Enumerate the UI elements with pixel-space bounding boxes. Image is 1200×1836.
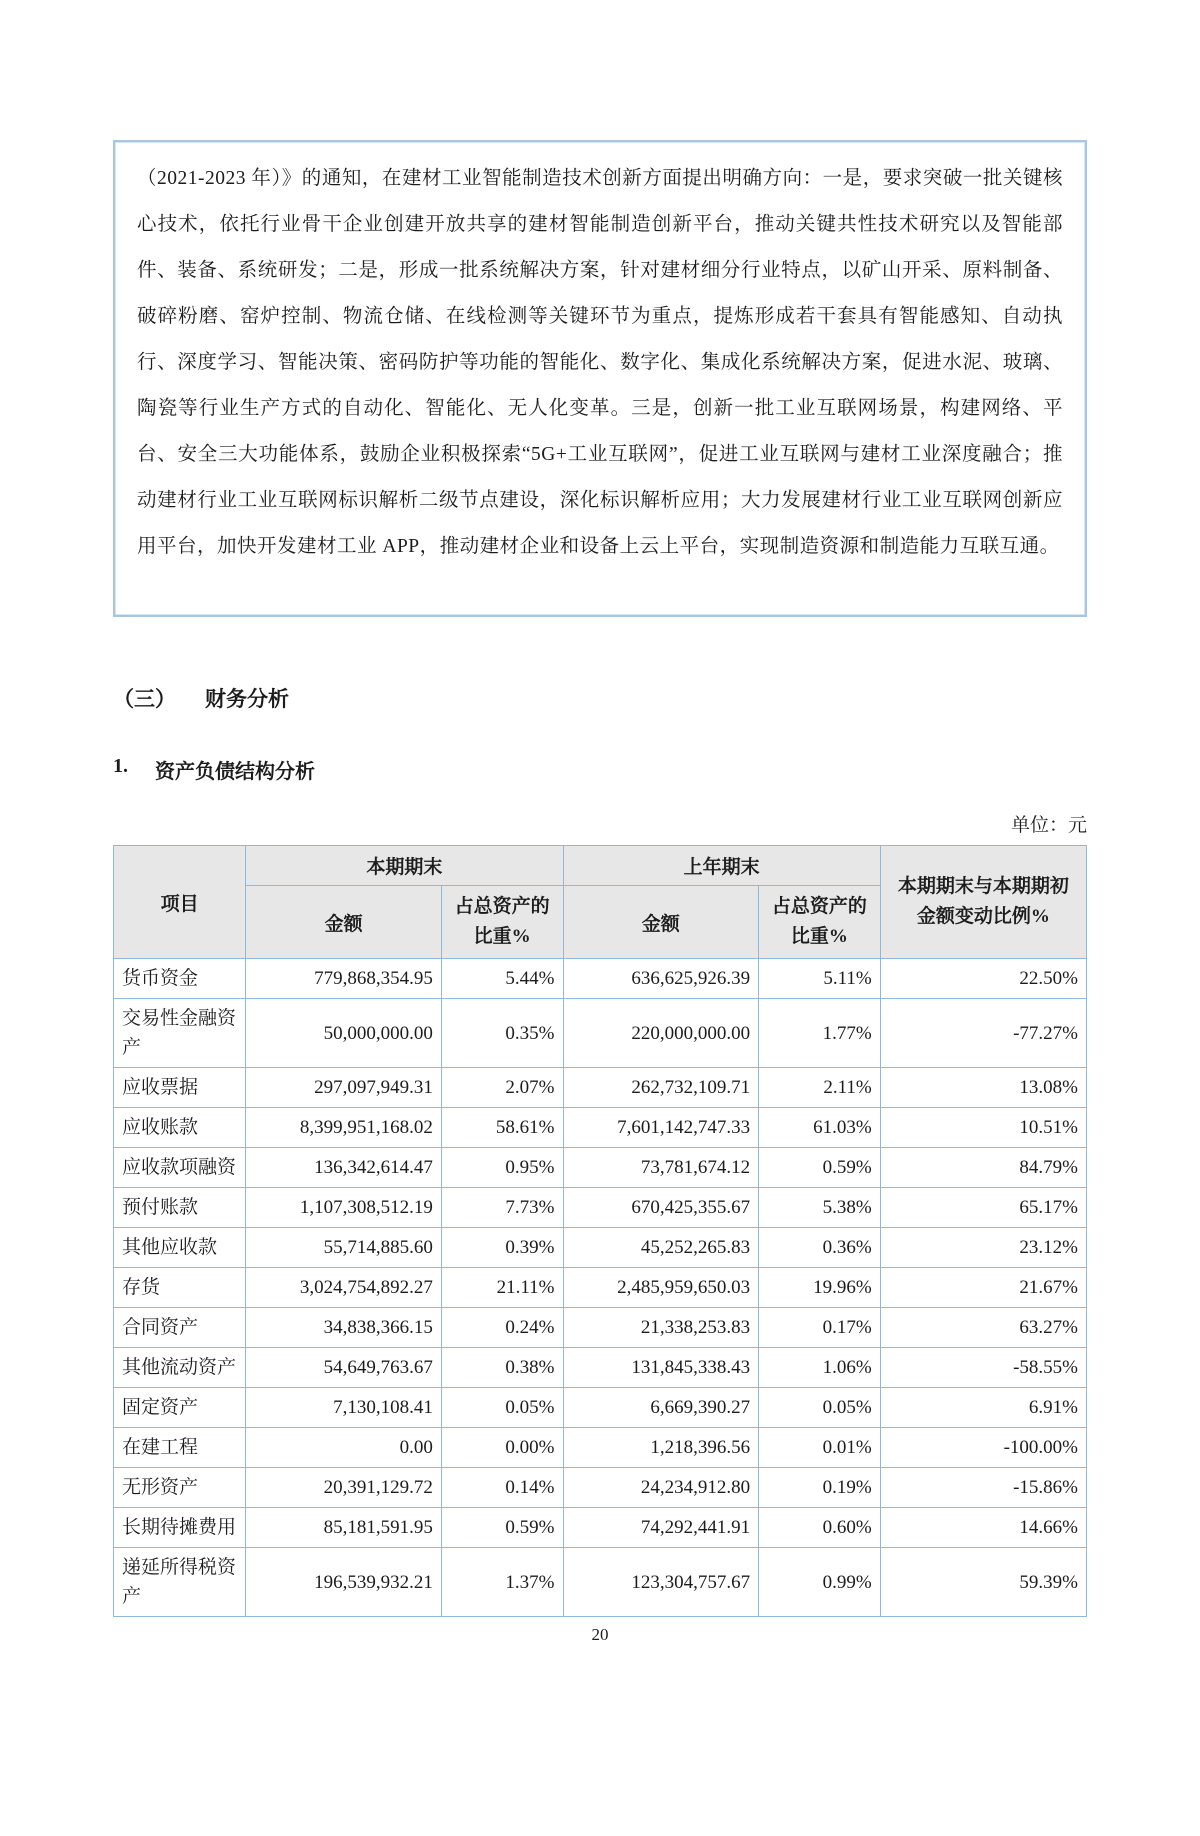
cell-amount-current: 136,342,614.47 — [246, 1148, 442, 1188]
cell-ratio-prior: 0.17% — [759, 1308, 881, 1348]
section-number: （三） — [113, 687, 176, 711]
cell-ratio-current: 0.59% — [441, 1508, 563, 1548]
cell-item: 递延所得税资产 — [114, 1548, 246, 1617]
cell-amount-prior: 45,252,265.83 — [563, 1228, 759, 1268]
col-header-ratio-prior: 占总资产的比重% — [759, 886, 881, 959]
subsection-number: 1. — [113, 755, 128, 777]
cell-change-ratio: -15.86% — [880, 1468, 1086, 1508]
cell-change-ratio: 21.67% — [880, 1268, 1086, 1308]
cell-amount-current: 0.00 — [246, 1428, 442, 1468]
col-header-item: 项目 — [114, 846, 246, 959]
cell-amount-current: 1,107,308,512.19 — [246, 1188, 442, 1228]
cell-ratio-current: 0.95% — [441, 1148, 563, 1188]
cell-item: 应收账款 — [114, 1108, 246, 1148]
cell-amount-prior: 6,669,390.27 — [563, 1388, 759, 1428]
col-header-amount-current: 金额 — [246, 886, 442, 959]
cell-change-ratio: 22.50% — [880, 959, 1086, 999]
page-number: 20 — [591, 1625, 609, 1644]
col-header-change-ratio: 本期期末与本期期初金额变动比例% — [880, 846, 1086, 959]
cell-item: 应收票据 — [114, 1068, 246, 1108]
table-row — [114, 999, 1087, 1068]
cell-amount-prior: 21,338,253.83 — [563, 1308, 759, 1348]
cell-amount-prior: 262,732,109.71 — [563, 1068, 759, 1108]
cell-item: 无形资产 — [114, 1468, 246, 1508]
cell-amount-prior: 1,218,396.56 — [563, 1428, 759, 1468]
cell-amount-current: 55,714,885.60 — [246, 1228, 442, 1268]
section-heading-finance-analysis — [113, 683, 1087, 713]
table-row — [114, 1068, 1087, 1108]
cell-amount-current: 7,130,108.41 — [246, 1388, 442, 1428]
cell-item: 长期待摊费用 — [114, 1508, 246, 1548]
cell-item: 货币资金 — [114, 959, 246, 999]
asset-table-body — [114, 959, 1087, 1617]
cell-ratio-prior: 0.60% — [759, 1508, 881, 1548]
unit-note: 单位：元 — [1010, 815, 1087, 836]
cell-change-ratio: 84.79% — [880, 1148, 1086, 1188]
cell-ratio-current: 0.24% — [441, 1308, 563, 1348]
cell-ratio-current: 0.38% — [441, 1348, 563, 1388]
cell-item: 应收款项融资 — [114, 1148, 246, 1188]
table-header — [114, 846, 1087, 959]
cell-amount-prior: 73,781,674.12 — [563, 1148, 759, 1188]
cell-item: 在建工程 — [114, 1428, 246, 1468]
intro-text-box — [113, 140, 1087, 617]
cell-ratio-current: 58.61% — [441, 1108, 563, 1148]
cell-amount-prior: 123,304,757.67 — [563, 1548, 759, 1617]
subsection-title: 资产负债结构分析 — [155, 761, 315, 783]
cell-ratio-current: 2.07% — [441, 1068, 563, 1108]
cell-change-ratio: 6.91% — [880, 1388, 1086, 1428]
cell-ratio-current: 0.35% — [441, 999, 563, 1068]
cell-ratio-prior: 2.11% — [759, 1068, 881, 1108]
cell-change-ratio: 14.66% — [880, 1508, 1086, 1548]
cell-ratio-current: 0.39% — [441, 1228, 563, 1268]
table-row — [114, 1108, 1087, 1148]
cell-change-ratio: 63.27% — [880, 1308, 1086, 1348]
cell-amount-current: 85,181,591.95 — [246, 1508, 442, 1548]
cell-ratio-current: 0.00% — [441, 1428, 563, 1468]
cell-change-ratio: -77.27% — [880, 999, 1086, 1068]
cell-item: 交易性金融资产 — [114, 999, 246, 1068]
table-row — [114, 1548, 1087, 1617]
page-content — [113, 140, 1087, 1645]
asset-liability-table — [113, 845, 1087, 1617]
cell-ratio-prior: 0.36% — [759, 1228, 881, 1268]
cell-ratio-prior: 0.99% — [759, 1548, 881, 1617]
cell-item: 预付账款 — [114, 1188, 246, 1228]
table-row — [114, 959, 1087, 999]
cell-amount-current: 8,399,951,168.02 — [246, 1108, 442, 1148]
col-header-ratio-current: 占总资产的比重% — [441, 886, 563, 959]
table-row — [114, 1468, 1087, 1508]
table-row — [114, 1508, 1087, 1548]
cell-amount-current: 54,649,763.67 — [246, 1348, 442, 1388]
cell-change-ratio: -58.55% — [880, 1348, 1086, 1388]
table-row — [114, 1388, 1087, 1428]
cell-ratio-prior: 5.11% — [759, 959, 881, 999]
cell-amount-current: 3,024,754,892.27 — [246, 1268, 442, 1308]
cell-item: 合同资产 — [114, 1308, 246, 1348]
cell-amount-prior: 7,601,142,747.33 — [563, 1108, 759, 1148]
cell-ratio-current: 7.73% — [441, 1188, 563, 1228]
cell-amount-current: 779,868,354.95 — [246, 959, 442, 999]
cell-ratio-prior: 1.06% — [759, 1348, 881, 1388]
table-row — [114, 1308, 1087, 1348]
cell-ratio-prior: 0.05% — [759, 1388, 881, 1428]
cell-item: 其他流动资产 — [114, 1348, 246, 1388]
cell-ratio-current: 1.37% — [441, 1548, 563, 1617]
cell-item: 其他应收款 — [114, 1228, 246, 1268]
cell-amount-current: 196,539,932.21 — [246, 1548, 442, 1617]
cell-ratio-prior: 19.96% — [759, 1268, 881, 1308]
cell-amount-current: 297,097,949.31 — [246, 1068, 442, 1108]
cell-amount-prior: 220,000,000.00 — [563, 999, 759, 1068]
cell-ratio-prior: 0.01% — [759, 1428, 881, 1468]
subsection-heading-asset-liability — [113, 755, 1087, 784]
cell-change-ratio: 10.51% — [880, 1108, 1086, 1148]
table-row — [114, 1428, 1087, 1468]
cell-amount-prior: 74,292,441.91 — [563, 1508, 759, 1548]
col-header-prior-period: 上年期末 — [563, 846, 880, 886]
cell-amount-prior: 636,625,926.39 — [563, 959, 759, 999]
cell-item: 存货 — [114, 1268, 246, 1308]
intro-paragraph: （2021-2023 年）》的通知，在建材工业智能制造技术创新方面提出明确方向：一是，要求突破一批关键核心技术，依托行业骨干企业创建开放共享的建材智能制造创新平台，推动关键共性技术研究以及智能部件、装备、系统研发；二是，形成一批系统解决方案，针对建材细分行业特点，以矿山开采、原料制备、破碎粉磨、窑炉控制、物流仓储、在线检测等关键环节为重点，提炼形成若干套具有智能感知、自动执行、深度学习、智能决策、密码防护等功能的智能化、数字化、集成化系统解决方案，促进水泥、玻璃、陶瓷等行业生产方式的自动化、智能化、无人化变革。三是，创新一批工业互联网场景，构建网络、平台、安全三大功能体系，鼓励企业积极探索“5G+工业互联网”，促进工业互联网与建材工业深度融合；推动建材行业工业互联网标识解析二级节点建设，深化标识解析应用；大力发展建材行业工业互联网创新应用平台，加快开发建材工业 APP，推动建材企业和设备上云上平台，实现制造资源和制造能力互联互通。 — [137, 168, 1063, 557]
cell-ratio-prior: 0.59% — [759, 1148, 881, 1188]
cell-ratio-current: 5.44% — [441, 959, 563, 999]
cell-ratio-current: 21.11% — [441, 1268, 563, 1308]
table-row — [114, 1188, 1087, 1228]
col-header-current-period: 本期期末 — [246, 846, 563, 886]
section-title: 财务分析 — [205, 687, 289, 711]
cell-change-ratio: 13.08% — [880, 1068, 1086, 1108]
cell-ratio-current: 0.05% — [441, 1388, 563, 1428]
table-row — [114, 1268, 1087, 1308]
table-row — [114, 1228, 1087, 1268]
cell-ratio-prior: 61.03% — [759, 1108, 881, 1148]
cell-amount-current: 34,838,366.15 — [246, 1308, 442, 1348]
cell-ratio-prior: 0.19% — [759, 1468, 881, 1508]
cell-amount-prior: 670,425,355.67 — [563, 1188, 759, 1228]
cell-change-ratio: 59.39% — [880, 1548, 1086, 1617]
cell-change-ratio: 65.17% — [880, 1188, 1086, 1228]
cell-amount-current: 50,000,000.00 — [246, 999, 442, 1068]
table-row — [114, 1148, 1087, 1188]
cell-ratio-prior: 1.77% — [759, 999, 881, 1068]
cell-amount-prior: 2,485,959,650.03 — [563, 1268, 759, 1308]
cell-amount-current: 20,391,129.72 — [246, 1468, 442, 1508]
cell-ratio-current: 0.14% — [441, 1468, 563, 1508]
cell-amount-prior: 131,845,338.43 — [563, 1348, 759, 1388]
table-row — [114, 1348, 1087, 1388]
cell-item: 固定资产 — [114, 1388, 246, 1428]
cell-change-ratio: -100.00% — [880, 1428, 1086, 1468]
cell-change-ratio: 23.12% — [880, 1228, 1086, 1268]
cell-amount-prior: 24,234,912.80 — [563, 1468, 759, 1508]
col-header-amount-prior: 金额 — [563, 886, 759, 959]
cell-ratio-prior: 5.38% — [759, 1188, 881, 1228]
